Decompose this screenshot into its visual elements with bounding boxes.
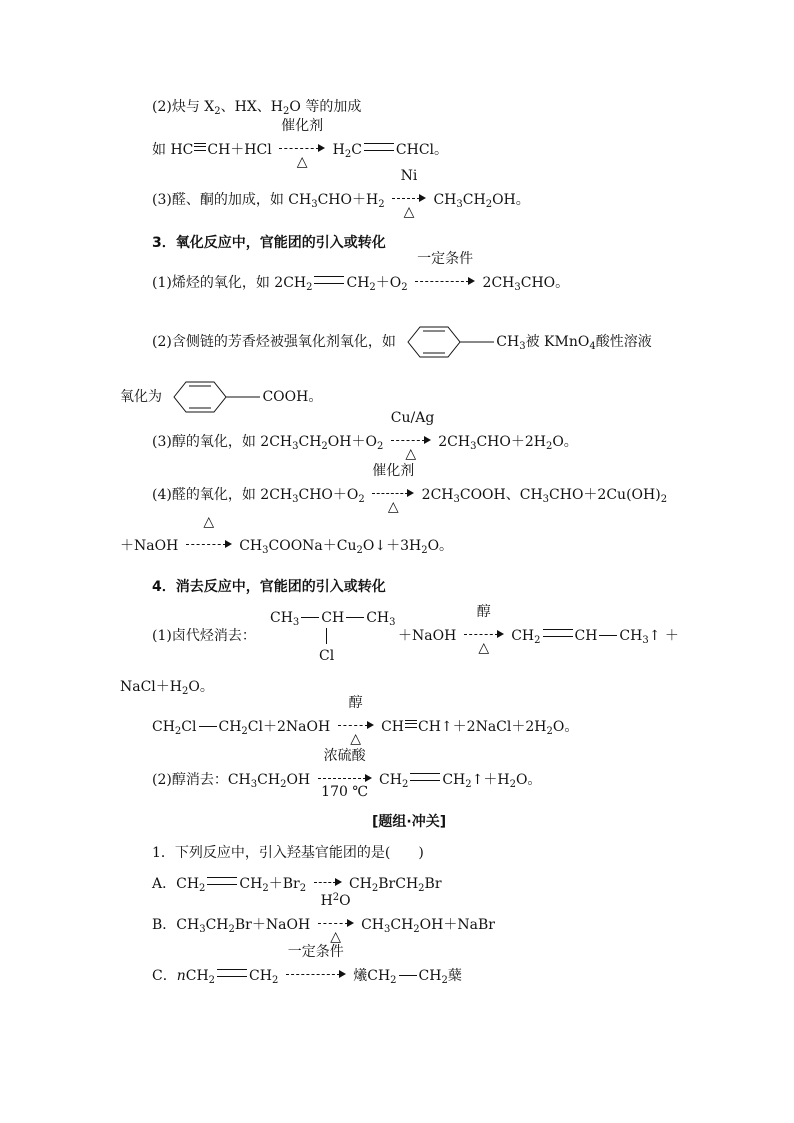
line-aldehyde-oxidation: (4)醛的氧化，如 $2CH_3CHO+O_2$ 催化剂 △ $2CH_3COOH$、$CH_3CHO+2Cu(OH)_2$ — [152, 463, 668, 515]
option-b[interactable]: B．$CH_3CH_2Br+NaOH$ $H^2O$ △ $CH_3CH_2OH+NaBr$ — [152, 892, 495, 945]
line-haloalkane-elimination: (1)卤代烃消去： — [152, 628, 256, 644]
reaction-arrow: $H^2O$ △ — [318, 915, 354, 935]
exercise-group-tag: [题组·冲关] — [372, 814, 447, 830]
line-aromatic-oxidation: (2)含侧链的芳香烃被强氧化剂氧化，如 $CH_3$被 KMnO$_4$酸性溶液 — [152, 325, 652, 359]
reaction-arrow: 醇 △ — [464, 626, 504, 646]
question-1: 1．下列反应中，引入羟基官能团的是( ) — [152, 845, 424, 861]
chlorine-atom: Cl — [319, 648, 335, 664]
line-alcohol-oxidation: (3)醇的氧化，如 $2CH_3CH_2OH+O_2$ Cu/Ag △ $2CH_3CHO+2H_2O$。 — [152, 410, 578, 462]
option-c[interactable]: C．nCH$_2$ $CH_2$ 一定条件 爔$CH_2$ $CH_2$蘖 — [152, 944, 462, 986]
line-naoh-continuation: ＋NaOH △ $CH_3COONa+Cu_2O↓+3H_2O$。 — [120, 514, 454, 556]
reaction-arrow: Cu/Ag △ — [390, 410, 435, 462]
reaction-arrow: △ — [186, 536, 232, 556]
reaction-arrow: Ni △ — [392, 190, 426, 210]
reaction-arrow: 醇 △ — [338, 717, 374, 737]
reaction-arrow: 催化剂 △ — [281, 118, 324, 170]
line-alkyne-addition: (2)炔与 $X_2$、HX、$H_2O$ 等的加成 — [152, 99, 362, 117]
option-a[interactable]: A．$CH_2$ $CH_2+Br_2$ $CH_2BrCH_2Br$ — [152, 876, 442, 894]
reaction-arrow: 一定条件 — [415, 273, 475, 293]
reaction-arrow: 催化剂 △ — [372, 463, 415, 515]
line-alcohol-elimination: (2)醇消去：$CH_3CH_2OH$ 浓硫酸 170 ℃ $CH_2$ $CH_2↑+H_2O$。 — [152, 748, 542, 800]
reaction-arrow: 浓硫酸 170 ℃ — [318, 770, 372, 790]
line-oxidized-to: 氧化为 COOH。 — [120, 380, 322, 414]
line-dichloroethane-elimination: $CH_2Cl$ $CH_2Cl+2NaOH$ 醇 △ CH $CH↑+2NaCl+2H_2O$。 — [152, 695, 579, 747]
line-aldehyde-addition: (3)醛、酮的加成，如 $CH_3CHO+H_2$ Ni △ $CH_3CH_2OH$。 — [152, 168, 530, 220]
line-hc-hcl: 如 HC CH＋HCl 催化剂 △ $H_2C$ CHCl。 — [152, 118, 449, 170]
section-heading-oxidation: 3．氧化反应中，官能团的引入或转化 — [152, 235, 386, 251]
vertical-bond — [326, 628, 327, 644]
line-alkene-oxidation: (1)烯烃的氧化，如 $2CH_2$ $CH_2+O_2$ 一定条件 $2CH_3CHO$。 — [152, 251, 570, 293]
line-nacl-water: $NaCl+H_2O$。 — [120, 679, 214, 697]
section-heading-elimination: 4．消去反应中，官能团的引入或转化 — [152, 579, 386, 595]
line-haloalkane-products: ＋NaOH 醇 △ $CH_2$ CH $CH_3↑$ ＋ — [398, 604, 679, 656]
reaction-arrow: 一定条件 — [286, 966, 346, 986]
benzene-ring-icon — [400, 325, 496, 359]
benzene-ring-icon — [166, 380, 262, 414]
structural-formula: $CH_3$ CH $CH_3$ — [270, 610, 396, 628]
